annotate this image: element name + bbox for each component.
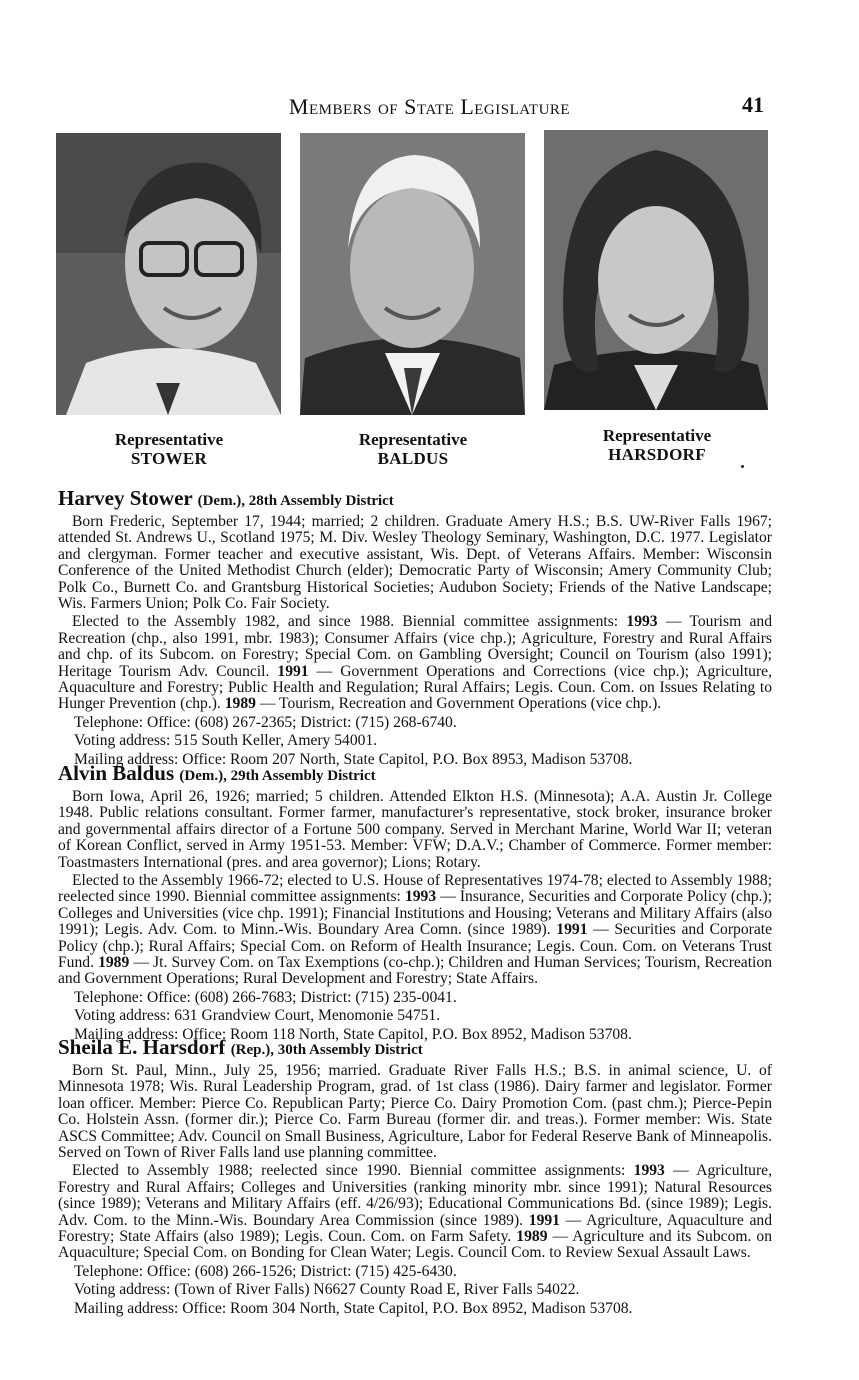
member-heading	[58, 487, 772, 512]
page-number: 41	[742, 92, 764, 117]
caption-baldus	[293, 430, 533, 468]
caption-title: Representative	[114, 430, 224, 449]
member-affiliation: (Dem.), 28th Assembly District	[197, 493, 394, 509]
caption-surname: STOWER	[130, 449, 208, 468]
portrait-photo-harsdorf	[544, 130, 768, 410]
member-entry-harsdorf	[58, 1036, 772, 1319]
member-bio: Born Iowa, April 26, 1926; married; 5 children. Attended Elkton H.S. (Minnesota); A.A. Austin Jr. College 1948. Public relations consultant. Former farmer, manufacturer's representative, stock broker, insurance broker and governmental affairs director of a Fortune 500 company. Served in Merchant Marine, World War II; veteran of Korean Conflict, served in Army 1951-53. Member: VFW; D.A.V.; Chamber of Commerce. Former member: Toastmasters International (pres. and area governor); Lions; Rotary.	[58, 788, 772, 871]
member-affiliation: (Dem.), 29th Assembly District	[179, 768, 376, 784]
member-mailing-address: Mailing address: Office: Room 207 North, State Capitol, P.O. Box 8953, Madison 53708.	[74, 750, 633, 768]
caption-stower	[49, 430, 289, 468]
member-bio: Born Frederic, September 17, 1944; married; 2 children. Graduate Amery H.S.; B.S. UW-River Falls 1967; attended St. Andrews U., Scotland 1975; M. Div. Wesley Theology Seminary, Washington, D.C. 1977. Legislator and clergyman. Former teacher and executive assistant, Wis. Dept. of Veterans Affairs. Member: Wisconsin Conference of the United Methodist Church (elder); Democratic Party of Wisconsin; Amery Community Club; Polk Co., Burnett Co. and Grantsburg Historical Societies; Audubon Society; Friends of the Native Landscape; Wis. Farmers Union; Polk Co. Fair Society.	[58, 513, 772, 613]
page-title: Members of State Legislature	[288, 94, 571, 119]
member-voting-address: Voting address: 631 Grandview Court, Menomonie 54751.	[74, 1007, 441, 1025]
member-service: Elected to Assembly 1988; reelected since 1990. Biennial committee assignments: 1993 — Agriculture, Forestry and Rural Affairs; Colleges and Universities (ranking minority mbr. since 1991); Natural Resources (since 1989); Veterans and Military Affairs (eff. 4/26/93); Educational Communications Bd. (since 1989); Legis. Adv. Com. to the Minn.-Wis. Boundary Area Commission (since 1989). 1991 — Agriculture, Aquaculture and Forestry; State Affairs (also 1989); Legis. Coun. Com. on Farm Safety. 1989 — Agriculture and its Subcom. on Aquaculture; Special Com. on Bonding for Clean Water; Legis. Council Com. to Review Sexual Assault Laws.	[58, 1162, 772, 1262]
member-name: Sheila E. Harsdorf	[58, 1035, 226, 1059]
member-mailing-address: Mailing address: Office: Room 304 North, State Capitol, P.O. Box 8952, Madison 53708.	[74, 1299, 633, 1317]
member-service: Elected to the Assembly 1982, and since 1988. Biennial committee assignments: 1993 — Tourism and Recreation (chp., also 1991, mbr. 1983); Consumer Affairs (vice chp.); Agriculture, Forestry and Rural Affairs and chp. of its Subcom. on Forestry; Special Com. on Gambling Oversight; Council on Tourism (also 1991); Heritage Tourism Adv. Council. 1991 — Government Operations and Corrections (vice chp.); Agriculture, Aquaculture and Forestry; Public Health and Regulation; Rural Affairs; Legis. Coun. Com. on Issues Relating to Hunger Prevention (chp.). 1989 — Tourism, Recreation and Government Operations (vice chp.).	[58, 613, 772, 713]
member-mailing-address: Mailing address: Office: Room 118 North, State Capitol, P.O. Box 8952, Madison 53708.	[74, 1025, 632, 1043]
caption-harsdorf	[537, 426, 777, 464]
member-telephone: Telephone: Office: (608) 266-1526; District: (715) 425-6430.	[74, 1262, 457, 1280]
member-affiliation: (Rep.), 30th Assembly District	[230, 1042, 423, 1058]
stray-mark	[741, 465, 744, 468]
member-voting-address: Voting address: (Town of River Falls) N6627 County Road E, River Falls 54022.	[74, 1281, 580, 1299]
member-service: Elected to the Assembly 1966-72; elected to U.S. House of Representatives 1974-78; elected to Assembly 1988; reelected since 1990. Biennial committee assignments: 1993 — Insurance, Securities and Corporate Policy (chp.); Colleges and Universities (vice chp. 1991); Financial Institutions and Housing; Veterans and Military Affairs (also 1991); Legis. Adv. Com. to Minn.-Wis. Boundary Area Comn. (since 1989). 1991 — Securities and Corporate Policy (chp.); Rural Affairs; Special Com. on Reform of Health Insurance; Legis. Coun. Com. on Veterans Trust Fund. 1989 — Jt. Survey Com. on Tax Exemptions (co-chp.); Children and Human Services; Tourism, Recreation and Government Operations; Rural Development and Forestry; State Affairs.	[58, 872, 773, 988]
portrait-photo-baldus	[300, 133, 525, 415]
member-telephone: Telephone: Office: (608) 267-2365; District: (715) 268-6740.	[74, 713, 457, 731]
caption-title: Representative	[602, 426, 712, 445]
portrait-photo-stower	[56, 133, 281, 415]
caption-surname: HARSDORF	[608, 445, 706, 464]
member-entry-stower	[58, 487, 772, 770]
member-voting-address: Voting address: 515 South Keller, Amery 54001.	[74, 732, 378, 750]
member-heading	[58, 762, 772, 787]
member-entry-baldus	[58, 762, 772, 1045]
member-bio: Born St. Paul, Minn., July 25, 1956; married. Graduate River Falls H.S.; B.S. in animal science, U. of Minnesota 1978; Wis. Rural Leadership Program, grad. of 1st class (1986). Dairy farmer and legislator. Former loan officer. Member: Pierce Co. Republican Party; Pierce Co. Dairy Promotion Com. (past chm.); Pierce-Pepin Co. Holstein Assn. (former dir.); Pierce Co. Farm Bureau (former dir. and treas.). Former member: Wis. State ASCS Committee; Adv. Council on Small Business, Agriculture, Labor for Federal Reserve Bank of Minneapolis. Served on Town of River Falls land use planning committee.	[58, 1062, 772, 1162]
caption-surname: BALDUS	[377, 449, 449, 468]
member-telephone: Telephone: Office: (608) 266-7683; District: (715) 235-0041.	[74, 988, 457, 1006]
caption-title: Representative	[358, 430, 468, 449]
member-heading	[58, 1036, 772, 1061]
member-name: Harvey Stower	[58, 486, 193, 510]
member-name: Alvin Baldus	[58, 761, 175, 785]
